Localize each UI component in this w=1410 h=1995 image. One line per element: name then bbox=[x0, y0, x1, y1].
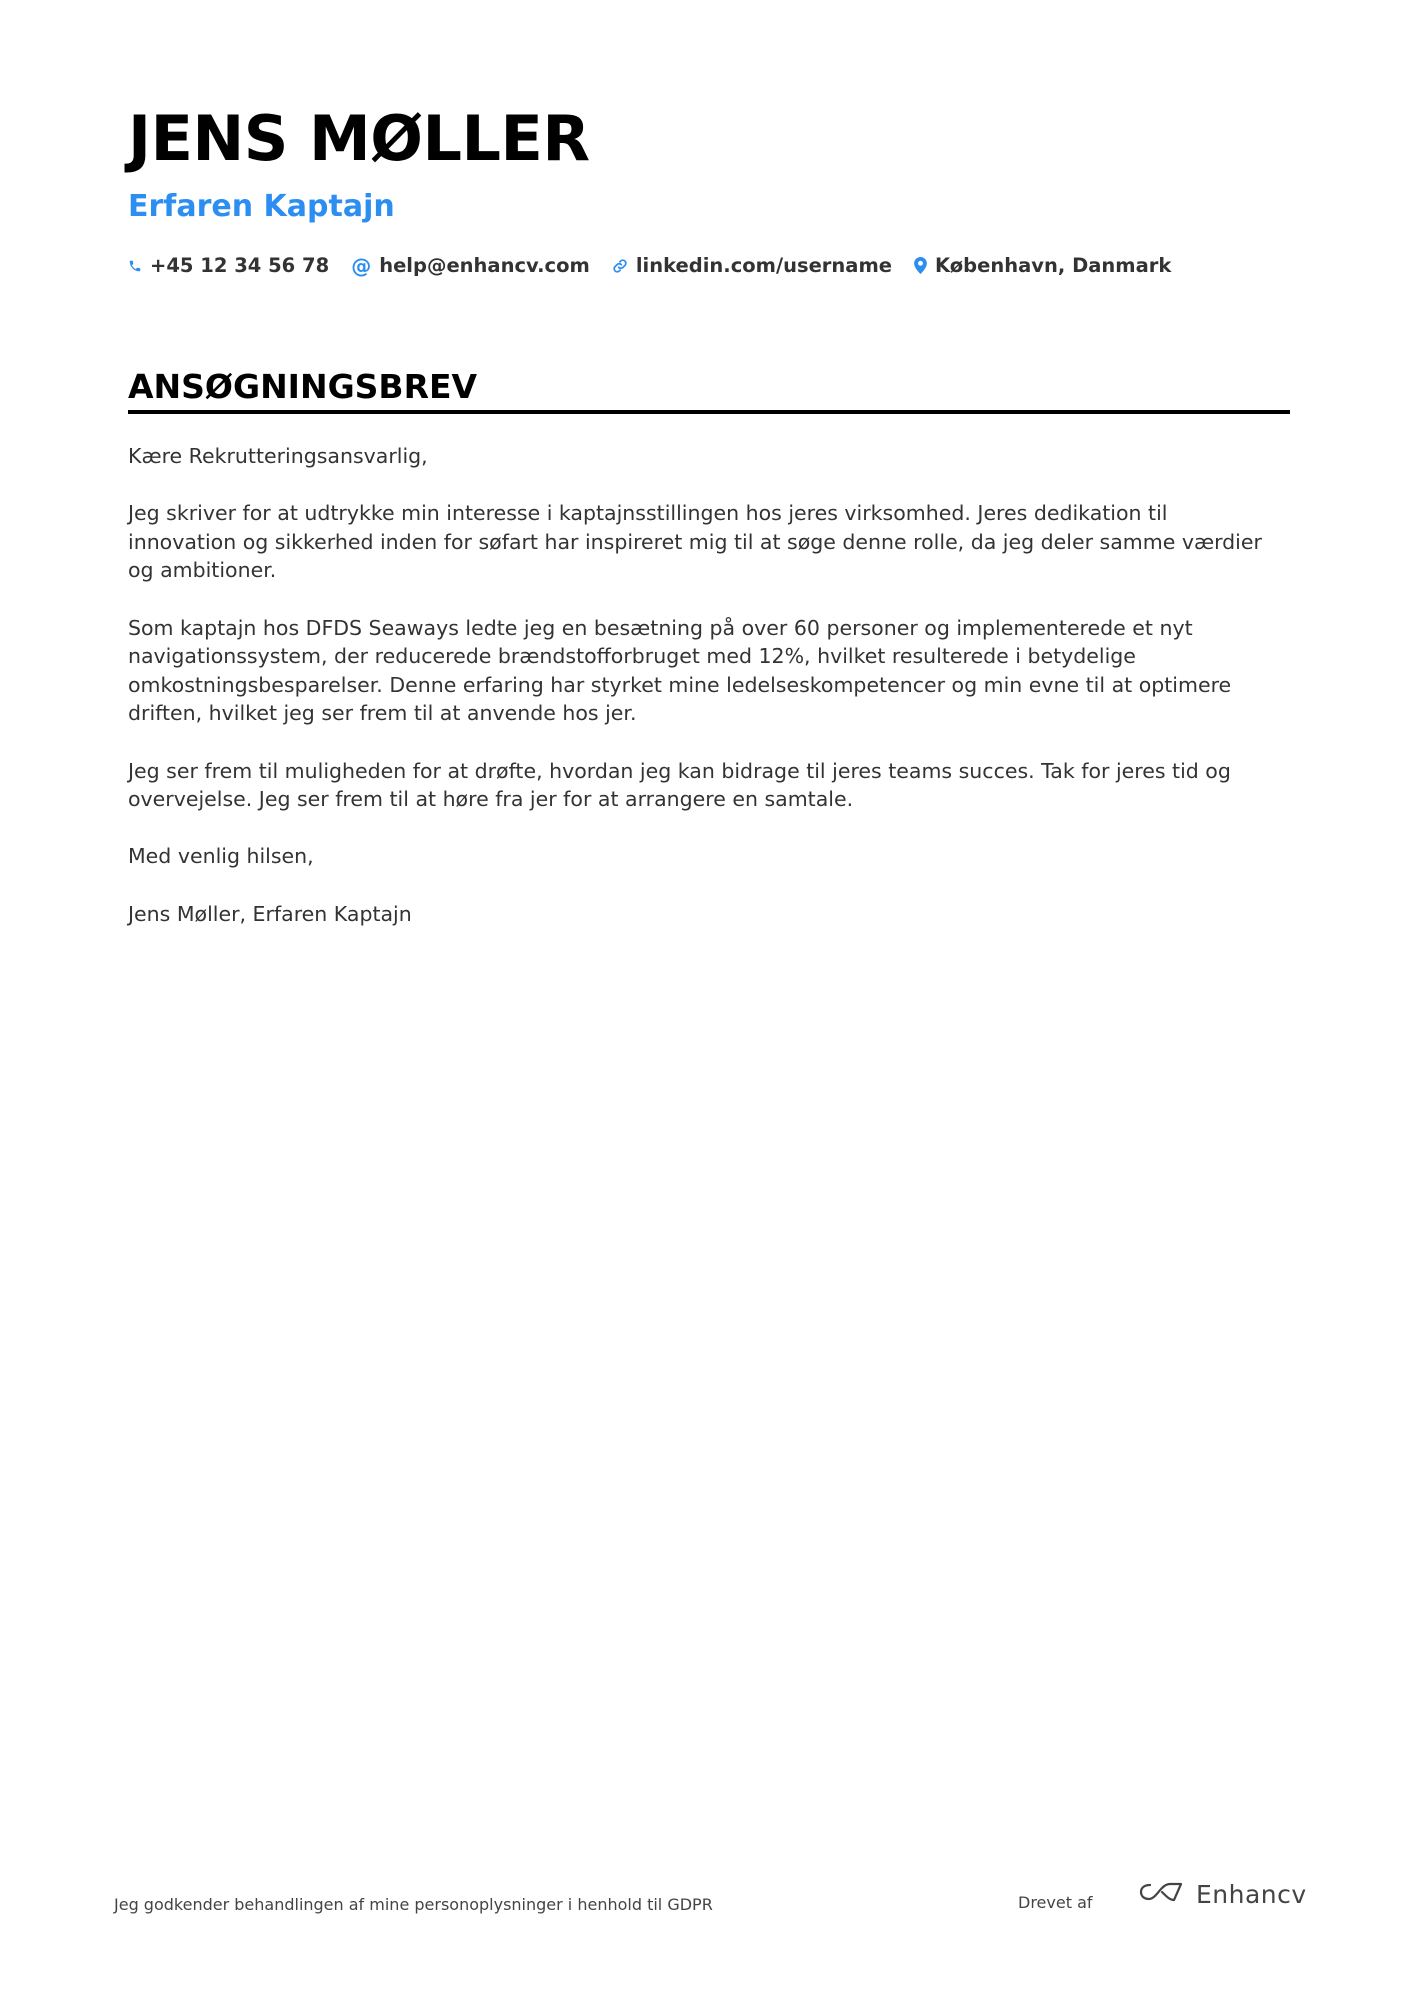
letter-signature: Jens Møller, Erfaren Kaptajn bbox=[128, 901, 412, 926]
applicant-name: JENS MØLLER bbox=[128, 102, 590, 175]
link-icon bbox=[612, 258, 628, 274]
contact-location bbox=[914, 254, 1171, 277]
email-text: help@enhancv.com bbox=[379, 254, 590, 277]
applicant-role: Erfaren Kaptajn bbox=[128, 189, 395, 224]
linkedin-text: linkedin.com/username bbox=[635, 254, 893, 277]
letter-paragraph-3: Jeg ser frem til muligheden for at drøfte, hvordan jeg kan bidrage til jeres teams succes. Tak for jeres tid og overvejelse. Jeg ser frem til at høre fra jer for at arrangere en samtale. bbox=[128, 758, 1231, 812]
phone-text: +45 12 34 56 78 bbox=[150, 254, 330, 277]
contact-email[interactable] bbox=[351, 254, 590, 277]
section-title: ANSØGNINGSBREV bbox=[128, 367, 478, 406]
phone-icon bbox=[128, 258, 142, 274]
location-pin-icon bbox=[914, 257, 927, 274]
gdpr-consent-text: Jeg godkender behandlingen af mine personoplysninger i henhold til GDPR bbox=[114, 1895, 713, 1914]
contact-phone[interactable] bbox=[128, 254, 329, 277]
enhancv-logo-icon bbox=[1138, 1880, 1184, 1909]
powered-by-label: Drevet af bbox=[1018, 1893, 1093, 1912]
location-text: København, Danmark bbox=[935, 254, 1172, 277]
letter-paragraph-2: Som kaptajn hos DFDS Seaways ledte jeg en besætning på over 60 personer og implementerede et nyt navigationssystem, der reducerede brændstofforbruget med 12%, hvilket resulterede i betydelige omkostningsbesparelser. Denne erfaring har styrket mine ledelseskompetencer og min evne til at optimere driften, hvilket jeg ser frem til at anvende hos jer. bbox=[128, 615, 1232, 726]
letter-paragraph-1: Jeg skriver for at udtrykke min interesse i kaptajnsstillingen hos jeres virksomhed. Jeres dedikation til innovation og sikkerhed inden for søfart har inspireret mig til at søge denne rolle, da jeg deler samme værdier og ambitioner. bbox=[128, 501, 1262, 583]
contact-bar bbox=[128, 254, 1171, 277]
brand-logo[interactable] bbox=[1138, 1880, 1307, 1909]
at-icon: @ bbox=[351, 253, 372, 278]
contact-linkedin[interactable] bbox=[612, 254, 892, 277]
letter-closing: Med venlig hilsen, bbox=[128, 844, 314, 869]
brand-name: Enhancv bbox=[1196, 1880, 1307, 1909]
letter-body bbox=[128, 442, 1278, 957]
section-divider bbox=[128, 410, 1290, 414]
letter-greeting: Kære Rekrutteringsansvarlig, bbox=[128, 444, 428, 468]
